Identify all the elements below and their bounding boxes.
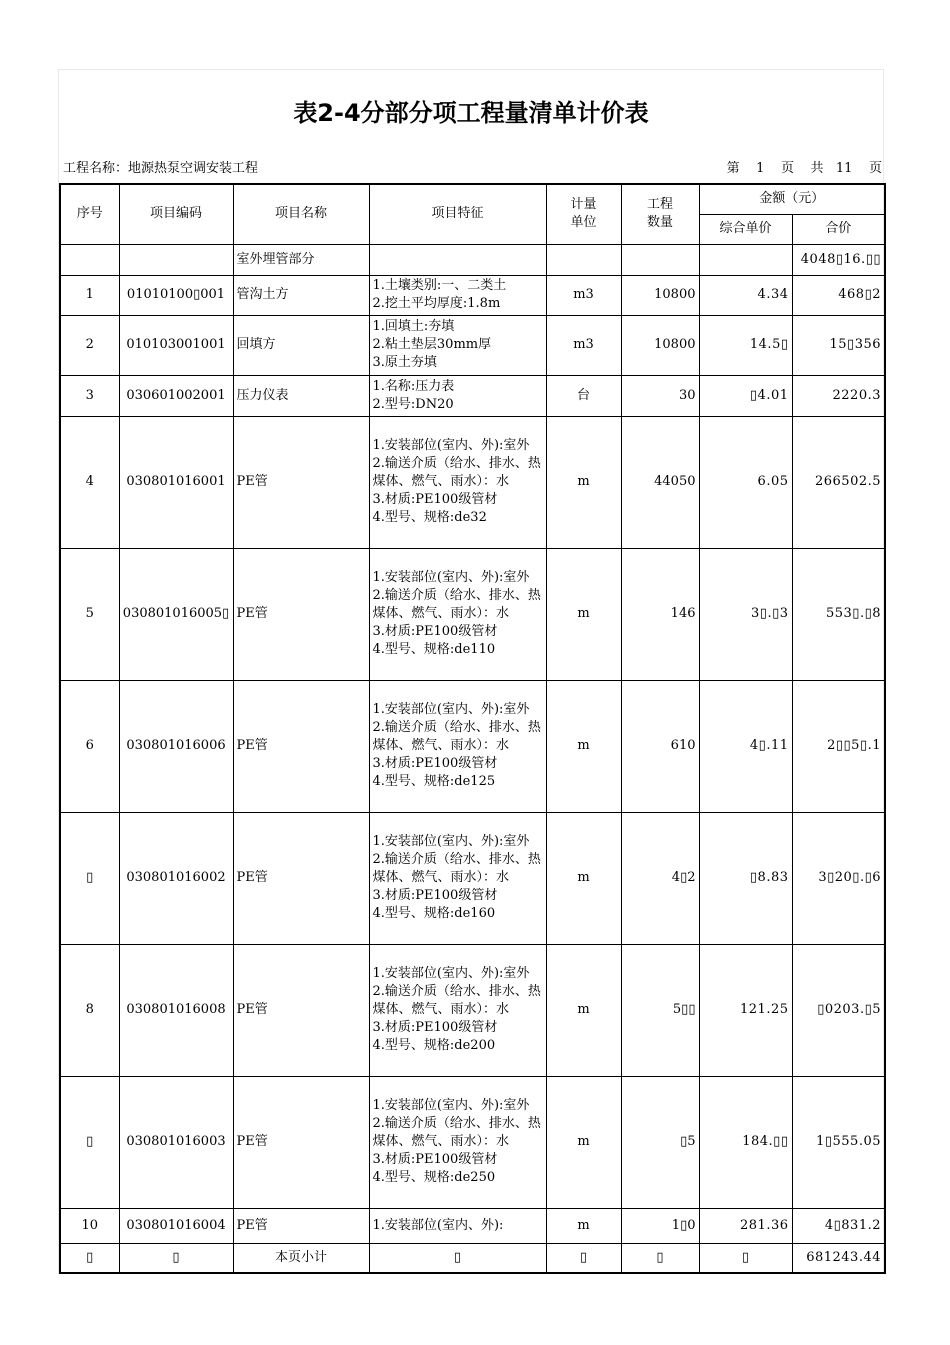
subtotal-price: ▯ — [699, 1243, 792, 1273]
row-code: 030801016001 — [119, 416, 233, 548]
row-unit-price: ▯4.01 — [699, 375, 792, 416]
bill-table — [59, 183, 886, 1274]
feature-line: 1.回填土:夯填 — [372, 319, 455, 334]
row-unit-price: ▯8.83 — [699, 812, 792, 944]
feature-line: 1.安装部位(室内、外): — [372, 1217, 504, 1233]
row-unit: m3 — [546, 275, 621, 315]
header-amount: 金额（元） — [699, 184, 885, 214]
feature-line: 1.安装部位(室内、外):室外 — [372, 1098, 530, 1113]
row-qty: 10800 — [621, 315, 699, 375]
subtotal-qty: ▯ — [621, 1243, 699, 1273]
row-unit: m — [546, 1208, 621, 1243]
row-feature — [369, 275, 546, 315]
row-unit-price: 6.05 — [699, 416, 792, 548]
page-indicator: 第 1 页 共 11 页 — [726, 161, 882, 176]
row-unit-price: 14.5▯ — [699, 315, 792, 375]
table-row — [60, 315, 885, 375]
page-title: 表2-4分部分项工程量清单计价表 — [293, 99, 649, 127]
feature-line: 2.挖土平均厚度:1.8m — [372, 296, 501, 311]
table-row — [60, 812, 885, 944]
row-name: 压力仪表 — [233, 375, 369, 416]
row-code: 030801016004 — [119, 1208, 233, 1243]
feature-line: 1.安装部位(室内、外):室外 — [372, 834, 530, 849]
row-qty: ▯5 — [621, 1076, 699, 1208]
header-feature: 项目特征 — [369, 184, 546, 244]
header-row — [60, 184, 885, 214]
row-name: PE管 — [233, 1208, 369, 1243]
row-qty: 146 — [621, 548, 699, 680]
feature-line: 2.输送介质（给水、排水、热煤体、燃气、雨水）：水 — [372, 852, 541, 885]
feature-line: 2.输送介质（给水、排水、热煤体、燃气、雨水）：水 — [372, 984, 541, 1017]
feature-line: 2.输送介质（给水、排水、热煤体、燃气、雨水）：水 — [372, 456, 541, 489]
row-seq: 6 — [60, 680, 119, 812]
row-seq: 3 — [60, 375, 119, 416]
feature-line: 1.安装部位(室内、外):室外 — [372, 438, 530, 453]
row-qty: 10800 — [621, 275, 699, 315]
feature-line: 3.原土夯填 — [372, 355, 437, 370]
row-unit-price: 3▯.▯3 — [699, 548, 792, 680]
row-unit: m3 — [546, 315, 621, 375]
row-unit: m — [546, 548, 621, 680]
table-row — [60, 680, 885, 812]
row-total: 553▯.▯8 — [792, 548, 885, 680]
table-row — [60, 275, 885, 315]
row-total: 4▯831.2 — [792, 1208, 885, 1243]
row-feature — [369, 375, 546, 416]
row-feature — [369, 1208, 546, 1243]
header-unit-price: 综合单价 — [699, 214, 792, 244]
feature-line: 3.材质:PE100级管材 — [372, 888, 498, 903]
row-seq: 4 — [60, 416, 119, 548]
row-qty: 610 — [621, 680, 699, 812]
row-qty: 44050 — [621, 416, 699, 548]
row-name: PE管 — [233, 1076, 369, 1208]
feature-line: 2.输送介质（给水、排水、热煤体、燃气、雨水）：水 — [372, 588, 541, 621]
feature-line: 3.材质:PE100级管材 — [372, 624, 498, 639]
row-unit-price: 184.▯▯ — [699, 1076, 792, 1208]
feature-line: 4.型号、规格:de125 — [372, 774, 496, 789]
row-unit-price: 4▯.11 — [699, 680, 792, 812]
subtotal-seq: ▯ — [60, 1243, 119, 1273]
row-total: 2▯▯5▯.1 — [792, 680, 885, 812]
section-row — [60, 244, 885, 275]
table-row — [60, 944, 885, 1076]
feature-line: 2.输送介质（给水、排水、热煤体、燃气、雨水）：水 — [372, 1116, 541, 1149]
row-total: 1▯555.05 — [792, 1076, 885, 1208]
subtotal-total: 681243.44 — [792, 1243, 885, 1273]
row-total: ▯0203.▯5 — [792, 944, 885, 1076]
row-feature — [369, 812, 546, 944]
table-row — [60, 416, 885, 548]
header-seq: 序号 — [60, 184, 119, 244]
table-row — [60, 1076, 885, 1208]
row-seq: 5 — [60, 548, 119, 680]
feature-line: 4.型号、规格:de250 — [372, 1170, 496, 1185]
row-total: 15▯356 — [792, 315, 885, 375]
feature-line: 1.安装部位(室内、外):室外 — [372, 966, 530, 981]
feature-line: 4.型号、规格:de200 — [372, 1038, 496, 1053]
feature-line: 2.型号:DN20 — [372, 396, 454, 412]
row-qty: 30 — [621, 375, 699, 416]
row-unit: m — [546, 812, 621, 944]
project-name: 工程名称：地源热泵空调安装工程 — [63, 161, 259, 176]
row-seq: 1 — [60, 275, 119, 315]
feature-line: 4.型号、规格:de110 — [372, 642, 496, 657]
feature-line: 1.土壤类别:一、二类土 — [372, 278, 507, 293]
feature-line: 3.材质:PE100级管材 — [372, 492, 498, 507]
row-seq: ▯ — [60, 1076, 119, 1208]
row-code: 030601002001 — [119, 375, 233, 416]
table-row — [60, 375, 885, 416]
subtotal-code: ▯ — [119, 1243, 233, 1273]
header-total: 合价 — [792, 214, 885, 244]
row-qty: 4▯2 — [621, 812, 699, 944]
row-code: 030801016003 — [119, 1076, 233, 1208]
row-unit: m — [546, 944, 621, 1076]
row-qty: 1▯0 — [621, 1208, 699, 1243]
row-total: 468▯2 — [792, 275, 885, 315]
row-unit-price: 281.36 — [699, 1208, 792, 1243]
subtotal-feature: ▯ — [369, 1243, 546, 1273]
row-feature — [369, 315, 546, 375]
feature-line: 1.安装部位(室内、外):室外 — [372, 702, 530, 717]
row-name: PE管 — [233, 416, 369, 548]
feature-line: 4.型号、规格:de32 — [372, 510, 487, 525]
section-name: 室外埋管部分 — [233, 244, 369, 275]
row-unit-price: 121.25 — [699, 944, 792, 1076]
header-name: 项目名称 — [233, 184, 369, 244]
row-name: PE管 — [233, 548, 369, 680]
row-unit-price: 4.34 — [699, 275, 792, 315]
row-code: 030801016005▯ — [119, 548, 233, 680]
subtotal-unit: ▯ — [546, 1243, 621, 1273]
row-total: 3▯20▯.▯6 — [792, 812, 885, 944]
table-row — [60, 548, 885, 680]
row-seq: ▯ — [60, 812, 119, 944]
table-row — [60, 1208, 885, 1243]
row-name: PE管 — [233, 812, 369, 944]
header-unit: 计量单位 — [546, 184, 621, 244]
row-code: 010103001001 — [119, 315, 233, 375]
row-code: 01010100▯001 — [119, 275, 233, 315]
row-feature — [369, 1076, 546, 1208]
row-seq: 2 — [60, 315, 119, 375]
row-name: PE管 — [233, 944, 369, 1076]
row-unit: 台 — [546, 375, 621, 416]
subtotal-row — [60, 1243, 885, 1273]
feature-line: 3.材质:PE100级管材 — [372, 1020, 498, 1035]
row-name: 管沟土方 — [233, 275, 369, 315]
row-name: 回填方 — [233, 315, 369, 375]
row-feature — [369, 548, 546, 680]
feature-line: 4.型号、规格:de160 — [372, 906, 496, 921]
header-code: 项目编码 — [119, 184, 233, 244]
row-code: 030801016002 — [119, 812, 233, 944]
feature-line: 2.粘土垫层30mm厚 — [372, 337, 492, 352]
row-feature — [369, 944, 546, 1076]
feature-line: 3.材质:PE100级管材 — [372, 1152, 498, 1167]
feature-line: 3.材质:PE100级管材 — [372, 756, 498, 771]
feature-line: 1.名称:压力表 — [372, 378, 455, 394]
row-seq: 8 — [60, 944, 119, 1076]
row-code: 030801016008 — [119, 944, 233, 1076]
feature-line: 2.输送介质（给水、排水、热煤体、燃气、雨水）：水 — [372, 720, 541, 753]
subtotal-label: 本页小计 — [233, 1243, 369, 1273]
row-name: PE管 — [233, 680, 369, 812]
row-code: 030801016006 — [119, 680, 233, 812]
row-qty: 5▯▯ — [621, 944, 699, 1076]
feature-line: 1.安装部位(室内、外):室外 — [372, 570, 530, 585]
row-seq: 10 — [60, 1208, 119, 1243]
section-total: 4048▯16.▯▯ — [792, 244, 885, 275]
row-unit: m — [546, 416, 621, 548]
row-total: 2220.3 — [792, 375, 885, 416]
row-unit: m — [546, 680, 621, 812]
row-feature — [369, 680, 546, 812]
row-feature — [369, 416, 546, 548]
header-qty: 工程数量 — [621, 184, 699, 244]
row-unit: m — [546, 1076, 621, 1208]
row-total: 266502.5 — [792, 416, 885, 548]
